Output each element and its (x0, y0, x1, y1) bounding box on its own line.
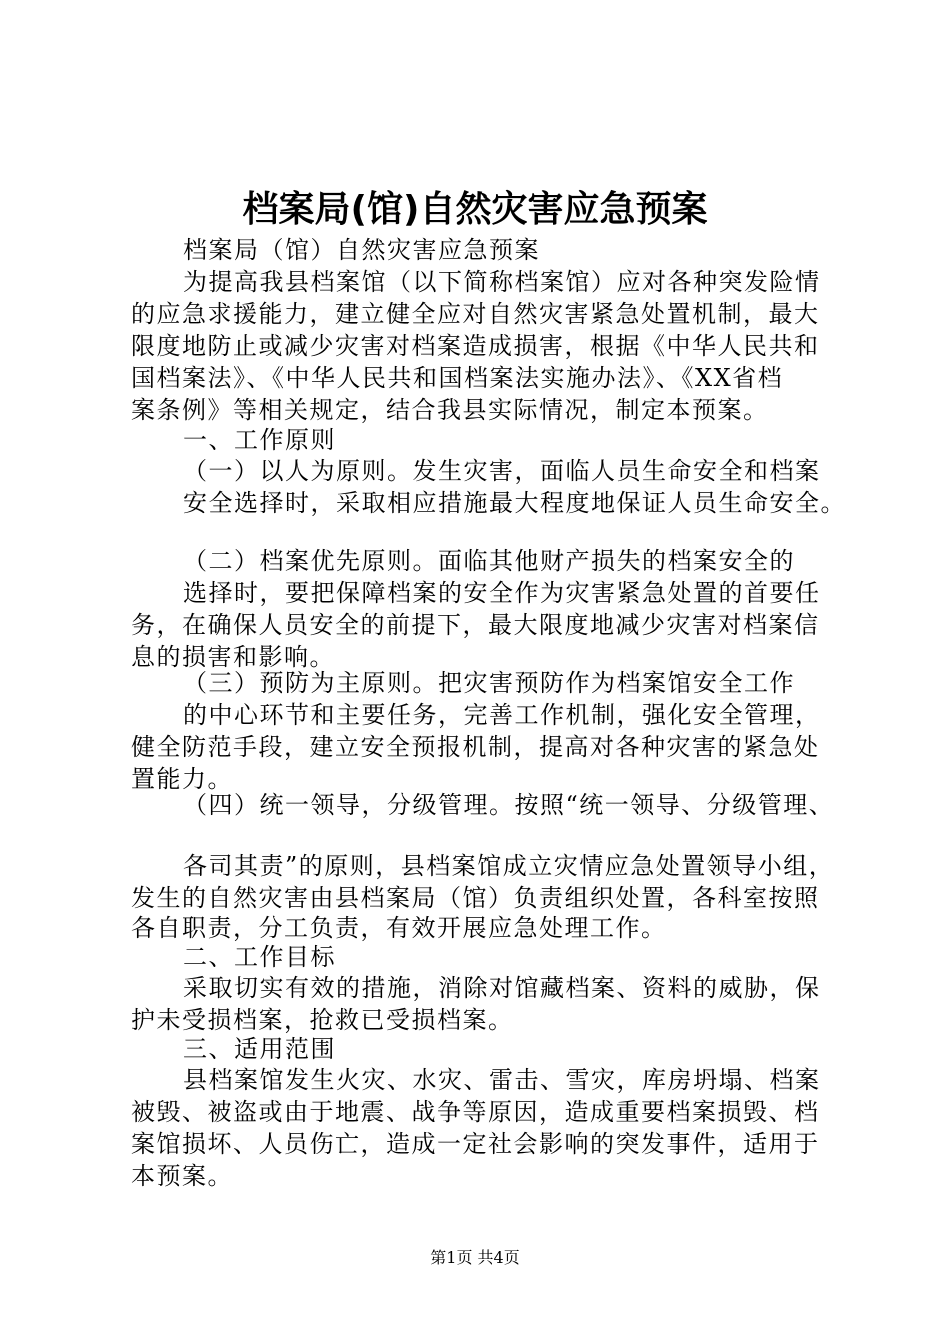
body-line: 的应急求援能力，建立健全应对自然灾害紧急处置机制，最大 (131, 300, 820, 328)
body-line: 息的损害和影响。 (131, 643, 335, 671)
body-line: 置能力。 (131, 765, 233, 793)
body-line: 县档案馆发生火灾、水灾、雷击、雪灾，库房坍塌、档案 (183, 1066, 821, 1094)
document-title: 档案局(馆)自然灾害应急预案 (242, 189, 708, 230)
body-line: （四）统一领导，分级管理。按照“统一领导、分级管理、 (183, 791, 835, 819)
body-line: 案条例》等相关规定，结合我县实际情况，制定本预案。 (131, 396, 769, 424)
body-line: 的中心环节和主要任务，完善工作机制，强化安全管理， (183, 701, 821, 729)
body-line: 各自职责，分工负责，有效开展应急处理工作。 (131, 914, 667, 942)
body-line: 护未受损档案，抢救已受损档案。 (131, 1006, 514, 1034)
body-line: 安全选择时，采取相应措施最大程度地保证人员生命安全。 (183, 489, 846, 517)
body-line: 限度地防止或减少灾害对档案造成损害，根据《中华人民共和 (131, 332, 820, 360)
body-line: 被毁、被盗或由于地震、战争等原因，造成重要档案损毁、档 (131, 1098, 820, 1126)
body-line: （一）以人为原则。发生灾害，面临人员生命安全和档案 (183, 457, 821, 485)
body-line: 务，在确保人员安全的前提下，最大限度地减少灾害对档案信 (131, 611, 820, 639)
body-line: 采取切实有效的措施，消除对馆藏档案、资料的威胁，保 (183, 974, 821, 1002)
body-line: 选择时，要把保障档案的安全作为灾害紧急处置的首要任 (183, 579, 821, 607)
body-line: 本预案。 (131, 1162, 233, 1190)
section-heading: 三、适用范围 (183, 1035, 336, 1063)
body-line: 各司其责”的原则，县档案馆成立灾情应急处置领导小组， (183, 852, 835, 880)
body-line: 档案局（馆）自然灾害应急预案 (183, 236, 540, 264)
page-number: 第1页 共4页 (430, 1248, 520, 1267)
body-line: 国档案法》、《中华人民共和国档案法实施办法》、《XX省档 (131, 364, 784, 392)
body-line: 健全防范手段，建立安全预报机制，提高对各种灾害的紧急处 (131, 733, 820, 761)
section-heading: 二、工作目标 (183, 943, 336, 971)
body-line: 发生的自然灾害由县档案局（馆）负责组织处置，各科室按照 (131, 884, 820, 912)
body-line: 为提高我县档案馆（以下简称档案馆）应对各种突发险情 (183, 268, 821, 296)
body-line: （三）预防为主原则。把灾害预防作为档案馆安全工作 (183, 669, 795, 697)
body-line: 案馆损坏、人员伤亡，造成一定社会影响的突发事件，适用于 (131, 1130, 820, 1158)
body-line: （二）档案优先原则。面临其他财产损失的档案安全的 (183, 547, 795, 575)
section-heading: 一、工作原则 (183, 426, 336, 454)
